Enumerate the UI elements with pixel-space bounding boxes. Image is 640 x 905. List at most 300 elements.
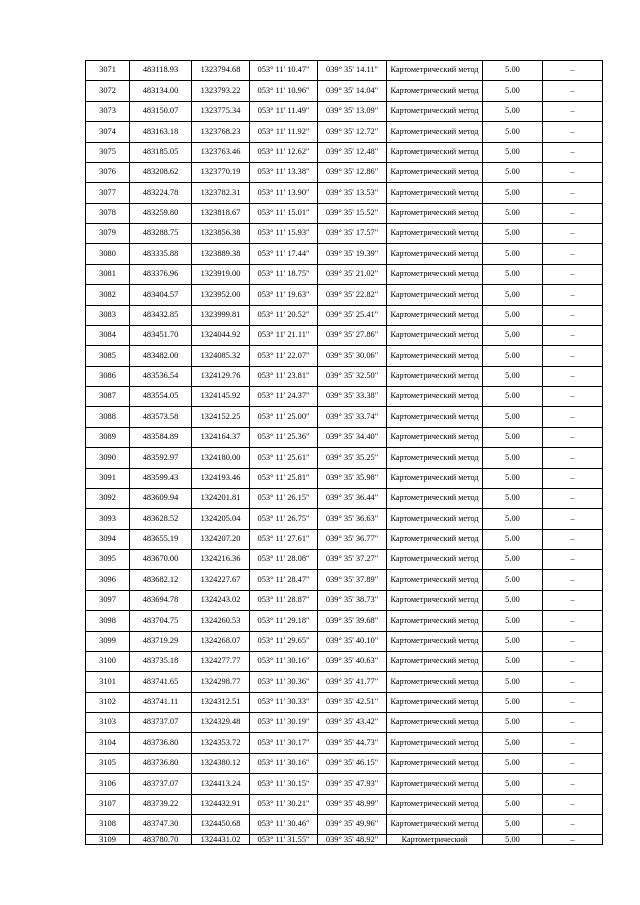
table-row: [86, 651, 603, 671]
method-cell: Картометрический метод: [387, 590, 483, 610]
note-cell: –: [543, 203, 603, 223]
point-number-cell: 3107: [86, 794, 130, 814]
latitude-cell: 053° 11' 30.15": [250, 774, 318, 794]
point-number-cell: 3106: [86, 774, 130, 794]
point-number-cell: 3072: [86, 81, 130, 101]
point-number-cell: 3080: [86, 244, 130, 264]
longitude-cell: 039° 35' 17.57": [318, 224, 387, 244]
accuracy-cell: 5.00: [483, 509, 543, 529]
x-coordinate-cell: 483741.65: [130, 672, 192, 692]
point-number-cell: 3089: [86, 427, 130, 447]
point-number-cell: 3073: [86, 101, 130, 121]
table-row: [86, 713, 603, 733]
point-number-cell: 3095: [86, 550, 130, 570]
x-coordinate-cell: 483704.75: [130, 611, 192, 631]
table-row: [86, 692, 603, 712]
latitude-cell: 053° 11' 28.08": [250, 550, 318, 570]
method-cell: Картометрический метод: [387, 387, 483, 407]
latitude-cell: 053° 11' 29.18": [250, 611, 318, 631]
point-number-cell: 3088: [86, 407, 130, 427]
x-coordinate-cell: 483737.07: [130, 713, 192, 733]
latitude-cell: 053° 11' 10.47": [250, 61, 318, 81]
x-coordinate-cell: 483737.07: [130, 774, 192, 794]
method-cell: Картометрический метод: [387, 203, 483, 223]
note-cell: –: [543, 631, 603, 651]
latitude-cell: 053° 11' 25.00": [250, 407, 318, 427]
table-row: [86, 835, 603, 845]
table-row: [86, 387, 603, 407]
longitude-cell: 039° 35' 40.63": [318, 651, 387, 671]
longitude-cell: 039° 35' 35.25": [318, 448, 387, 468]
method-cell: Картометрический метод: [387, 611, 483, 631]
latitude-cell: 053° 11' 28.47": [250, 570, 318, 590]
note-cell: –: [543, 774, 603, 794]
longitude-cell: 039° 35' 30.06": [318, 346, 387, 366]
longitude-cell: 039° 35' 13.09": [318, 101, 387, 121]
y-coordinate-cell: 1323782.31: [192, 183, 250, 203]
note-cell: –: [543, 713, 603, 733]
longitude-cell: 039° 35' 36.77": [318, 529, 387, 549]
point-number-cell: 3078: [86, 203, 130, 223]
table-row: [86, 794, 603, 814]
longitude-cell: 039° 35' 12.48": [318, 142, 387, 162]
point-number-cell: 3079: [86, 224, 130, 244]
y-coordinate-cell: 1324205.04: [192, 509, 250, 529]
y-coordinate-cell: 1324145.92: [192, 387, 250, 407]
point-number-cell: 3090: [86, 448, 130, 468]
latitude-cell: 053° 11' 31.55": [250, 835, 318, 845]
x-coordinate-cell: 483628.52: [130, 509, 192, 529]
note-cell: –: [543, 509, 603, 529]
longitude-cell: 039° 35' 27.86": [318, 325, 387, 345]
longitude-cell: 039° 35' 42.51": [318, 692, 387, 712]
point-number-cell: 3103: [86, 713, 130, 733]
y-coordinate-cell: 1323889.38: [192, 244, 250, 264]
accuracy-cell: 5.00: [483, 285, 543, 305]
accuracy-cell: 5.00: [483, 814, 543, 834]
method-cell: Картометрический метод: [387, 81, 483, 101]
table-row: [86, 509, 603, 529]
accuracy-cell: 5.00: [483, 244, 543, 264]
method-cell: Картометрический метод: [387, 325, 483, 345]
accuracy-cell: 5.00: [483, 672, 543, 692]
accuracy-cell: 5.00: [483, 692, 543, 712]
y-coordinate-cell: 1323919.00: [192, 264, 250, 284]
accuracy-cell: 5.00: [483, 122, 543, 142]
accuracy-cell: 5.00: [483, 611, 543, 631]
table-row: [86, 305, 603, 325]
accuracy-cell: 5.00: [483, 427, 543, 447]
latitude-cell: 053° 11' 30.19": [250, 713, 318, 733]
table-row: [86, 407, 603, 427]
note-cell: –: [543, 244, 603, 264]
x-coordinate-cell: 483376.96: [130, 264, 192, 284]
point-number-cell: 3109: [86, 835, 130, 845]
longitude-cell: 039° 35' 25.41": [318, 305, 387, 325]
table-row: [86, 244, 603, 264]
accuracy-cell: 5.00: [483, 224, 543, 244]
point-number-cell: 3092: [86, 488, 130, 508]
x-coordinate-cell: 483335.88: [130, 244, 192, 264]
latitude-cell: 053° 11' 26.15": [250, 488, 318, 508]
x-coordinate-cell: 483432.85: [130, 305, 192, 325]
method-cell: Картометрический метод: [387, 713, 483, 733]
method-cell: Картометрический метод: [387, 101, 483, 121]
accuracy-cell: 5.00: [483, 387, 543, 407]
method-cell: Картометрический метод: [387, 407, 483, 427]
latitude-cell: 053° 11' 30.17": [250, 733, 318, 753]
y-coordinate-cell: 1323856.38: [192, 224, 250, 244]
accuracy-cell: 5.00: [483, 550, 543, 570]
point-number-cell: 3083: [86, 305, 130, 325]
note-cell: –: [543, 224, 603, 244]
x-coordinate-cell: 483736.80: [130, 733, 192, 753]
point-number-cell: 3074: [86, 122, 130, 142]
method-cell: Картометрический метод: [387, 61, 483, 81]
note-cell: –: [543, 835, 603, 845]
table-body: [86, 61, 603, 845]
accuracy-cell: 5.00: [483, 325, 543, 345]
accuracy-cell: 5.00: [483, 468, 543, 488]
y-coordinate-cell: 1323818.67: [192, 203, 250, 223]
method-cell: Картометрический метод: [387, 570, 483, 590]
coordinates-table: [85, 60, 603, 845]
y-coordinate-cell: 1324227.67: [192, 570, 250, 590]
x-coordinate-cell: 483655.19: [130, 529, 192, 549]
table-row: [86, 570, 603, 590]
note-cell: –: [543, 753, 603, 773]
latitude-cell: 053° 11' 15.93": [250, 224, 318, 244]
method-cell: Картометрический метод: [387, 692, 483, 712]
point-number-cell: 3099: [86, 631, 130, 651]
note-cell: –: [543, 366, 603, 386]
table-row: [86, 224, 603, 244]
x-coordinate-cell: 483741.11: [130, 692, 192, 712]
x-coordinate-cell: 483288.75: [130, 224, 192, 244]
y-coordinate-cell: 1324431.02: [192, 835, 250, 845]
x-coordinate-cell: 483404.57: [130, 285, 192, 305]
note-cell: –: [543, 529, 603, 549]
latitude-cell: 053° 11' 24.37": [250, 387, 318, 407]
latitude-cell: 053° 11' 19.63": [250, 285, 318, 305]
x-coordinate-cell: 483163.18: [130, 122, 192, 142]
point-number-cell: 3081: [86, 264, 130, 284]
point-number-cell: 3071: [86, 61, 130, 81]
y-coordinate-cell: 1323775.34: [192, 101, 250, 121]
table-row: [86, 183, 603, 203]
y-coordinate-cell: 1324207.20: [192, 529, 250, 549]
latitude-cell: 053° 11' 20.52": [250, 305, 318, 325]
method-cell: Картометрический метод: [387, 305, 483, 325]
table-row: [86, 774, 603, 794]
method-cell: Картометрический метод: [387, 672, 483, 692]
note-cell: –: [543, 448, 603, 468]
latitude-cell: 053° 11' 21.11": [250, 325, 318, 345]
point-number-cell: 3101: [86, 672, 130, 692]
x-coordinate-cell: 483780.70: [130, 835, 192, 845]
x-coordinate-cell: 483224.78: [130, 183, 192, 203]
note-cell: –: [543, 101, 603, 121]
y-coordinate-cell: 1324152.25: [192, 407, 250, 427]
longitude-cell: 039° 35' 15.52": [318, 203, 387, 223]
latitude-cell: 053° 11' 30.36": [250, 672, 318, 692]
latitude-cell: 053° 11' 13.38": [250, 162, 318, 182]
x-coordinate-cell: 483599.43: [130, 468, 192, 488]
x-coordinate-cell: 483150.07: [130, 101, 192, 121]
method-cell: Картометрический метод: [387, 427, 483, 447]
longitude-cell: 039° 35' 35.98": [318, 468, 387, 488]
longitude-cell: 039° 35' 38.73": [318, 590, 387, 610]
longitude-cell: 039° 35' 48.99": [318, 794, 387, 814]
longitude-cell: 039° 35' 12.86": [318, 162, 387, 182]
y-coordinate-cell: 1324193.46: [192, 468, 250, 488]
y-coordinate-cell: 1323999.81: [192, 305, 250, 325]
table-row: [86, 122, 603, 142]
longitude-cell: 039° 35' 36.44": [318, 488, 387, 508]
accuracy-cell: 5.00: [483, 651, 543, 671]
point-number-cell: 3097: [86, 590, 130, 610]
table-row: [86, 101, 603, 121]
table-row: [86, 61, 603, 81]
table-row: [86, 162, 603, 182]
note-cell: –: [543, 183, 603, 203]
y-coordinate-cell: 1324353.72: [192, 733, 250, 753]
note-cell: –: [543, 346, 603, 366]
longitude-cell: 039° 35' 36.63": [318, 509, 387, 529]
note-cell: –: [543, 794, 603, 814]
method-cell: Картометрический метод: [387, 142, 483, 162]
table-row: [86, 814, 603, 834]
note-cell: –: [543, 468, 603, 488]
method-cell: Картометрический метод: [387, 366, 483, 386]
x-coordinate-cell: 483682.12: [130, 570, 192, 590]
y-coordinate-cell: 1324329.48: [192, 713, 250, 733]
method-cell: Картометрический: [387, 835, 483, 845]
accuracy-cell: 5.00: [483, 448, 543, 468]
longitude-cell: 039° 35' 33.74": [318, 407, 387, 427]
note-cell: –: [543, 550, 603, 570]
accuracy-cell: 5.00: [483, 753, 543, 773]
note-cell: –: [543, 264, 603, 284]
x-coordinate-cell: 483482.00: [130, 346, 192, 366]
y-coordinate-cell: 1324413.24: [192, 774, 250, 794]
note-cell: –: [543, 814, 603, 834]
method-cell: Картометрический метод: [387, 774, 483, 794]
point-number-cell: 3098: [86, 611, 130, 631]
x-coordinate-cell: 483573.58: [130, 407, 192, 427]
accuracy-cell: 5.00: [483, 713, 543, 733]
point-number-cell: 3087: [86, 387, 130, 407]
method-cell: Картометрический метод: [387, 814, 483, 834]
note-cell: –: [543, 305, 603, 325]
point-number-cell: 3105: [86, 753, 130, 773]
point-number-cell: 3102: [86, 692, 130, 712]
method-cell: Картометрический метод: [387, 509, 483, 529]
longitude-cell: 039° 35' 14.11": [318, 61, 387, 81]
table-row: [86, 346, 603, 366]
x-coordinate-cell: 483592.97: [130, 448, 192, 468]
y-coordinate-cell: 1324129.76: [192, 366, 250, 386]
method-cell: Картометрический метод: [387, 224, 483, 244]
method-cell: Картометрический метод: [387, 550, 483, 570]
method-cell: Картометрический метод: [387, 448, 483, 468]
method-cell: Картометрический метод: [387, 733, 483, 753]
latitude-cell: 053° 11' 25.36": [250, 427, 318, 447]
latitude-cell: 053° 11' 30.46": [250, 814, 318, 834]
note-cell: –: [543, 81, 603, 101]
method-cell: Картометрический метод: [387, 122, 483, 142]
latitude-cell: 053° 11' 18.75": [250, 264, 318, 284]
longitude-cell: 039° 35' 14.04": [318, 81, 387, 101]
accuracy-cell: 5.00: [483, 81, 543, 101]
table-row: [86, 550, 603, 570]
point-number-cell: 3076: [86, 162, 130, 182]
note-cell: –: [543, 672, 603, 692]
x-coordinate-cell: 483259.80: [130, 203, 192, 223]
method-cell: Картометрический метод: [387, 794, 483, 814]
y-coordinate-cell: 1324164.37: [192, 427, 250, 447]
method-cell: Картометрический метод: [387, 488, 483, 508]
y-coordinate-cell: 1324260.53: [192, 611, 250, 631]
latitude-cell: 053° 11' 30.16": [250, 753, 318, 773]
longitude-cell: 039° 35' 49.96": [318, 814, 387, 834]
x-coordinate-cell: 483747.30: [130, 814, 192, 834]
latitude-cell: 053° 11' 11.92": [250, 122, 318, 142]
latitude-cell: 053° 11' 30.16": [250, 651, 318, 671]
accuracy-cell: 5.00: [483, 162, 543, 182]
table-row: [86, 529, 603, 549]
longitude-cell: 039° 35' 48.92": [318, 835, 387, 845]
y-coordinate-cell: 1324243.02: [192, 590, 250, 610]
accuracy-cell: 5.00: [483, 835, 543, 845]
accuracy-cell: 5.00: [483, 529, 543, 549]
x-coordinate-cell: 483118.93: [130, 61, 192, 81]
table-row: [86, 264, 603, 284]
method-cell: Картометрический метод: [387, 264, 483, 284]
table-row: [86, 488, 603, 508]
latitude-cell: 053° 11' 30.33": [250, 692, 318, 712]
note-cell: –: [543, 142, 603, 162]
point-number-cell: 3077: [86, 183, 130, 203]
latitude-cell: 053° 11' 25.81": [250, 468, 318, 488]
accuracy-cell: 5.00: [483, 631, 543, 651]
x-coordinate-cell: 483609.94: [130, 488, 192, 508]
accuracy-cell: 5.00: [483, 264, 543, 284]
x-coordinate-cell: 483185.05: [130, 142, 192, 162]
x-coordinate-cell: 483536.54: [130, 366, 192, 386]
note-cell: –: [543, 692, 603, 712]
longitude-cell: 039° 35' 33.38": [318, 387, 387, 407]
x-coordinate-cell: 483554.05: [130, 387, 192, 407]
y-coordinate-cell: 1324180.00: [192, 448, 250, 468]
latitude-cell: 053° 11' 10.96": [250, 81, 318, 101]
latitude-cell: 053° 11' 15.01": [250, 203, 318, 223]
y-coordinate-cell: 1324432.91: [192, 794, 250, 814]
point-number-cell: 3084: [86, 325, 130, 345]
latitude-cell: 053° 11' 12.62": [250, 142, 318, 162]
y-coordinate-cell: 1324201.81: [192, 488, 250, 508]
y-coordinate-cell: 1323763.46: [192, 142, 250, 162]
method-cell: Картометрический метод: [387, 651, 483, 671]
table-row: [86, 611, 603, 631]
latitude-cell: 053° 11' 30.21": [250, 794, 318, 814]
longitude-cell: 039° 35' 39.68": [318, 611, 387, 631]
table-row: [86, 753, 603, 773]
x-coordinate-cell: 483584.89: [130, 427, 192, 447]
longitude-cell: 039° 35' 21.02": [318, 264, 387, 284]
note-cell: –: [543, 427, 603, 447]
note-cell: –: [543, 651, 603, 671]
longitude-cell: 039° 35' 46.15": [318, 753, 387, 773]
accuracy-cell: 5.00: [483, 488, 543, 508]
accuracy-cell: 5.00: [483, 733, 543, 753]
note-cell: –: [543, 570, 603, 590]
longitude-cell: 039° 35' 40.10": [318, 631, 387, 651]
y-coordinate-cell: 1324085.32: [192, 346, 250, 366]
x-coordinate-cell: 483694.78: [130, 590, 192, 610]
method-cell: Картометрический метод: [387, 346, 483, 366]
latitude-cell: 053° 11' 28.87": [250, 590, 318, 610]
table-row: [86, 81, 603, 101]
accuracy-cell: 5.00: [483, 570, 543, 590]
table-row: [86, 203, 603, 223]
accuracy-cell: 5.00: [483, 366, 543, 386]
table-row: [86, 366, 603, 386]
table-row: [86, 427, 603, 447]
y-coordinate-cell: 1323768.23: [192, 122, 250, 142]
longitude-cell: 039° 35' 44.73": [318, 733, 387, 753]
y-coordinate-cell: 1323793.22: [192, 81, 250, 101]
accuracy-cell: 5.00: [483, 61, 543, 81]
longitude-cell: 039° 35' 37.27": [318, 550, 387, 570]
accuracy-cell: 5.00: [483, 305, 543, 325]
y-coordinate-cell: 1324216.36: [192, 550, 250, 570]
longitude-cell: 039° 35' 13.53": [318, 183, 387, 203]
y-coordinate-cell: 1324277.77: [192, 651, 250, 671]
longitude-cell: 039° 35' 22.82": [318, 285, 387, 305]
note-cell: –: [543, 387, 603, 407]
x-coordinate-cell: 483735.18: [130, 651, 192, 671]
method-cell: Картометрический метод: [387, 285, 483, 305]
note-cell: –: [543, 61, 603, 81]
point-number-cell: 3096: [86, 570, 130, 590]
note-cell: –: [543, 285, 603, 305]
accuracy-cell: 5.00: [483, 183, 543, 203]
table-row: [86, 325, 603, 345]
longitude-cell: 039° 35' 43.42": [318, 713, 387, 733]
y-coordinate-cell: 1324380.12: [192, 753, 250, 773]
method-cell: Картометрический метод: [387, 162, 483, 182]
y-coordinate-cell: 1323770.19: [192, 162, 250, 182]
point-number-cell: 3075: [86, 142, 130, 162]
note-cell: –: [543, 407, 603, 427]
accuracy-cell: 5.00: [483, 590, 543, 610]
note-cell: –: [543, 611, 603, 631]
y-coordinate-cell: 1324268.07: [192, 631, 250, 651]
method-cell: Картометрический метод: [387, 753, 483, 773]
longitude-cell: 039° 35' 47.93": [318, 774, 387, 794]
longitude-cell: 039° 35' 34.40": [318, 427, 387, 447]
point-number-cell: 3104: [86, 733, 130, 753]
longitude-cell: 039° 35' 41.77": [318, 672, 387, 692]
accuracy-cell: 5.00: [483, 774, 543, 794]
latitude-cell: 053° 11' 27.61": [250, 529, 318, 549]
method-cell: Картометрический метод: [387, 631, 483, 651]
method-cell: Картометрический метод: [387, 529, 483, 549]
y-coordinate-cell: 1324312.51: [192, 692, 250, 712]
accuracy-cell: 5.00: [483, 407, 543, 427]
x-coordinate-cell: 483134.00: [130, 81, 192, 101]
